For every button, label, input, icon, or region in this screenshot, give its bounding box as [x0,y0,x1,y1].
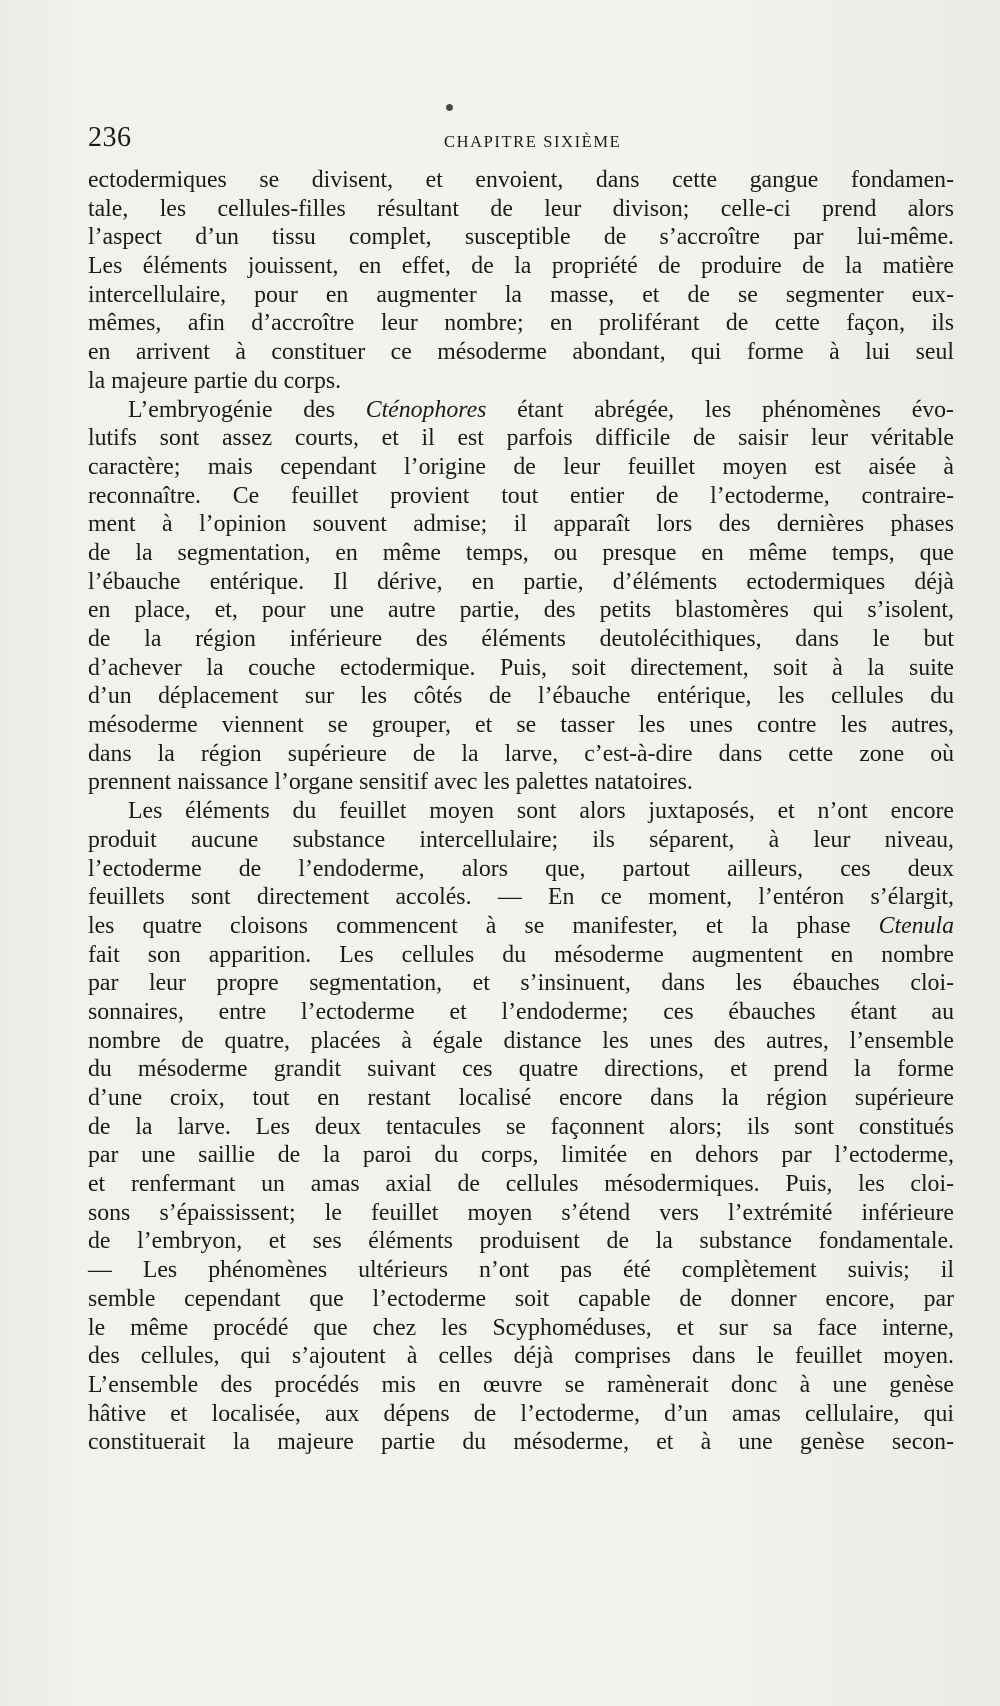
text-fragment: les quatre cloisons commencent à se manifester, et la phase [88,912,879,939]
text-line: la majeure partie du corps. [88,367,342,394]
text-line: par leur propre segmentation, et s’insinuent, dans les ébauches cloi- [88,970,954,997]
text-line: d’une croix, tout en restant localisé encore dans la région supérieure [88,1085,954,1111]
text-line: en arrivent à constituer ce mésoderme abondant, qui forme à lui seul [88,339,954,366]
text-line: mêmes, afin d’accroître leur nombre; en proliférant de cette façon, ils [88,310,954,337]
text-line: d’achever la couche ectodermique. Puis, soit directement, soit à la suite [88,654,954,681]
text-line: ment à l’opinion souvent admise; il apparaît lors des dernières phases [88,511,954,538]
text-line: de la larve. Les deux tentacules se façonnent alors; ils sont constitués [88,1113,954,1140]
text-line: feuillets sont directement accolés. — En ce moment, l’entéron s’élargit, [88,884,954,911]
text-line: et renfermant un amas axial de cellules mésodermiques. Puis, les cloi- [88,1171,954,1198]
text-line: ectodermiques se divisent, et envoient, dans cette gangue fondamen- [88,167,954,193]
text-fragment: L’embryogénie des [128,396,366,423]
text-line: fait son apparition. Les cellules du mésoderme augmentent en nombre [88,941,954,968]
text-line: intercellulaire, pour en augmenter la masse, et de se segmenter eux- [88,281,954,308]
text-line: Les éléments du feuillet moyen sont alors juxtaposés, et n’ont encore [128,798,954,825]
text-line: l’aspect d’un tissu complet, susceptible de s’accroître par lui-même. [88,224,954,251]
stage-name-italic: Ctenula [878,912,954,939]
body-text [88,166,954,1457]
text-line: de la région inférieure des éléments deutolécithiques, dans le but [88,626,954,652]
text-line: l’ectoderme de l’endoderme, alors que, partout ailleurs, ces deux [88,855,954,882]
page-number: 236 [88,122,132,153]
page-header [88,122,948,162]
text-line: Les éléments jouissent, en effet, de la propriété de produire de la matière [88,253,954,280]
running-head: CHAPITRE SIXIÈME [444,132,622,151]
text-line: hâtive et localisée, aux dépens de l’ectoderme, d’un amas cellulaire, qui [88,1400,954,1427]
text-line: sonnaires, entre l’ectoderme et l’endoderme; ces ébauches étant au [88,998,954,1025]
text-line: des cellules, qui s’ajoutent à celles déjà comprises dans le feuillet moyen. [88,1343,954,1370]
text-line: par une saillie de la paroi du corps, limitée en dehors par l’ectoderme, [88,1142,954,1169]
text-line: semble cependant que l’ectoderme soit capable de donner encore, par [88,1285,954,1312]
text-line: constituerait la majeure partie du mésoderme, et à une genèse secon- [88,1429,954,1456]
text-line: — Les phénomènes ultérieurs n’ont pas été complètement suivis; il [88,1257,954,1284]
text-line: nombre de quatre, placées à égale distance les unes des autres, l’ensemble [88,1027,954,1054]
text-line: de l’embryon, et ses éléments produisent de la substance fondamentale. [88,1228,954,1255]
text-line: du mésoderme grandit suivant ces quatre directions, et prend la forme [88,1056,954,1083]
text-line: en place, et, pour une autre partie, des petits blastomères qui s’isolent, [88,597,954,624]
text-line: de la segmentation, en même temps, ou presque en même temps, que [88,539,954,566]
text-line: d’un déplacement sur les côtés de l’ébauche entérique, les cellules du [88,683,954,710]
text-line: lutifs sont assez courts, et il est parfois difficile de saisir leur véritable [88,425,954,452]
text-fragment: étant abrégée, les phénomènes évo- [486,396,954,423]
text-line [88,912,954,941]
text-line: mésoderme viennent se grouper, et se tasser les unes contre les autres, [88,712,954,739]
text-line: prennent naissance l’organe sensitif avec les palettes natatoires. [88,769,693,796]
taxon-name-italic: Cténophores [365,396,487,423]
ink-speck [446,104,453,111]
text-line: reconnaître. Ce feuillet provient tout entier de l’ectoderme, contraire- [88,482,954,509]
text-line: dans la région supérieure de la larve, c’est-à-dire dans cette zone où [88,740,954,767]
text-line [88,396,954,425]
text-line: produit aucune substance intercellulaire; ils séparent, à leur niveau, [88,826,954,853]
text-line: le même procédé que chez les Scyphoméduses, et sur sa face interne, [88,1314,954,1341]
text-line: L’ensemble des procédés mis en œuvre se ramènerait donc à une genèse [88,1371,954,1398]
text-line: tale, les cellules-filles résultant de leur divison; celle-ci prend alors [88,195,954,222]
text-line: caractère; mais cependant l’origine de leur feuillet moyen est aisée à [88,453,954,480]
text-line: l’ébauche entérique. Il dérive, en partie, d’éléments ectodermiques déjà [88,568,954,595]
text-line: sons s’épaississent; le feuillet moyen s’étend vers l’extrémité inférieure [88,1199,954,1226]
